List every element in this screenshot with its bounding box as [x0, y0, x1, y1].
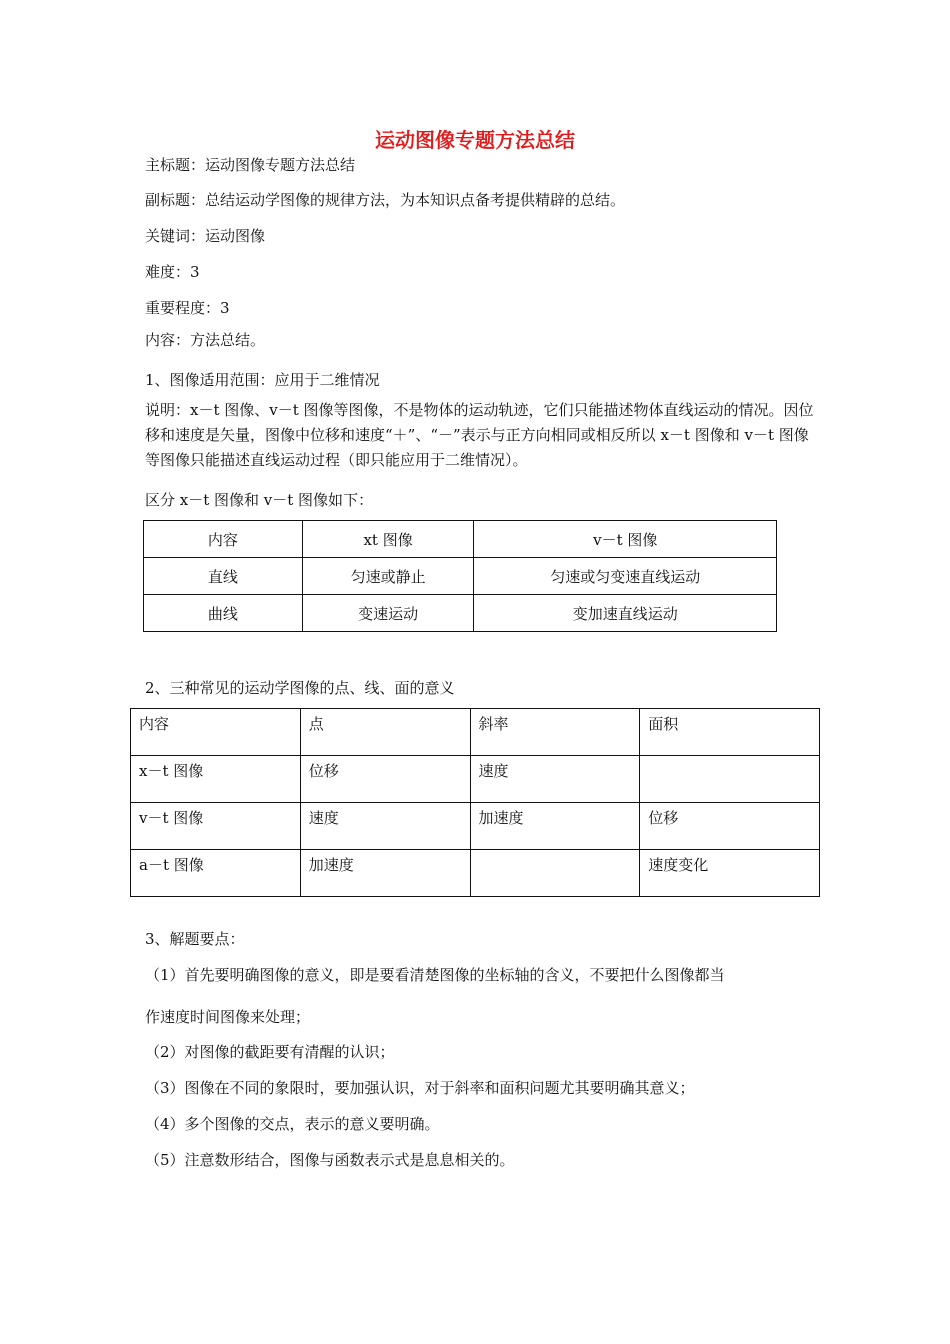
section1-explanation: 说明：x－t 图像、v－t 图像等图像，不是物体的运动轨迹，它们只能描述物体直线运动的情况。因位移和速度是矢量，图像中位移和速度“＋”、“－”表示与正方向相同或相反所以 x－t 图像和 v－t 图像等图像只能描述直线运动过程（即只能应用于二维情况）。 [145, 401, 814, 469]
table-header-cell: 内容 [144, 521, 303, 558]
point-2: （2）对图像的截距要有清醒的认识； [145, 1043, 395, 1061]
table-cell: 加速度 [470, 803, 640, 850]
table-row [131, 803, 820, 850]
table-cell: 匀速或静止 [302, 558, 474, 595]
difficulty-line: 难度：3 [145, 263, 200, 281]
table-cell: 加速度 [300, 850, 470, 897]
table-cell: x－t 图像 [131, 756, 301, 803]
table-row [131, 756, 820, 803]
point-1-line-2: 作速度时间图像来处理； [145, 1008, 311, 1026]
content-line: 内容：方法总结。 [145, 331, 266, 349]
section1-intro: 区分 x－t 图像和 v－t 图像如下： [145, 491, 374, 509]
table-cell: 位移 [300, 756, 470, 803]
table-header-cell: 点 [300, 709, 470, 756]
table-row [144, 595, 777, 632]
importance-line: 重要程度：3 [145, 299, 230, 317]
graph-meaning-table [130, 708, 820, 897]
table-row [144, 558, 777, 595]
table-header-row [144, 521, 777, 558]
table-cell: 速度变化 [640, 850, 820, 897]
page-title: 运动图像专题方法总结 [375, 128, 575, 152]
table-header-cell: 内容 [131, 709, 301, 756]
point-3: （3）图像在不同的象限时，要加强认识，对于斜率和面积问题尤其要明确其意义； [145, 1079, 695, 1097]
table-row [131, 850, 820, 897]
table-cell: 速度 [300, 803, 470, 850]
table-cell: 曲线 [144, 595, 303, 632]
keywords-line: 关键词：运动图像 [145, 227, 266, 245]
point-1-line-1: （1）首先要明确图像的意义，即是要看清楚图像的坐标轴的含义，不要把什么图像都当 [145, 966, 725, 984]
table-header-cell: xt 图像 [302, 521, 474, 558]
section3-heading: 3、解题要点： [145, 930, 245, 948]
table-cell: 速度 [470, 756, 640, 803]
table-cell: v－t 图像 [131, 803, 301, 850]
table-cell: 直线 [144, 558, 303, 595]
section2-heading: 2、三种常见的运动学图像的点、线、面的意义 [145, 679, 455, 697]
table-cell [470, 850, 640, 897]
table-cell: 变加速直线运动 [474, 595, 777, 632]
xt-vt-comparison-table [143, 520, 777, 632]
main-title-line: 主标题：运动图像专题方法总结 [145, 156, 356, 174]
table-cell: 位移 [640, 803, 820, 850]
subtitle-line: 副标题：总结运动学图像的规律方法，为本知识点备考提供精辟的总结。 [145, 191, 626, 209]
table-cell: a－t 图像 [131, 850, 301, 897]
point-4: （4）多个图像的交点，表示的意义要明确。 [145, 1115, 440, 1133]
table-cell: 变速运动 [302, 595, 474, 632]
table-header-row [131, 709, 820, 756]
table-cell: 匀速或匀变速直线运动 [474, 558, 777, 595]
section1-heading: 1、图像适用范围：应用于二维情况 [145, 371, 380, 389]
table-header-cell: 斜率 [470, 709, 640, 756]
point-5: （5）注意数形结合，图像与函数表示式是息息相关的。 [145, 1151, 515, 1169]
table-header-cell: v－t 图像 [474, 521, 777, 558]
table-cell [640, 756, 820, 803]
table-header-cell: 面积 [640, 709, 820, 756]
